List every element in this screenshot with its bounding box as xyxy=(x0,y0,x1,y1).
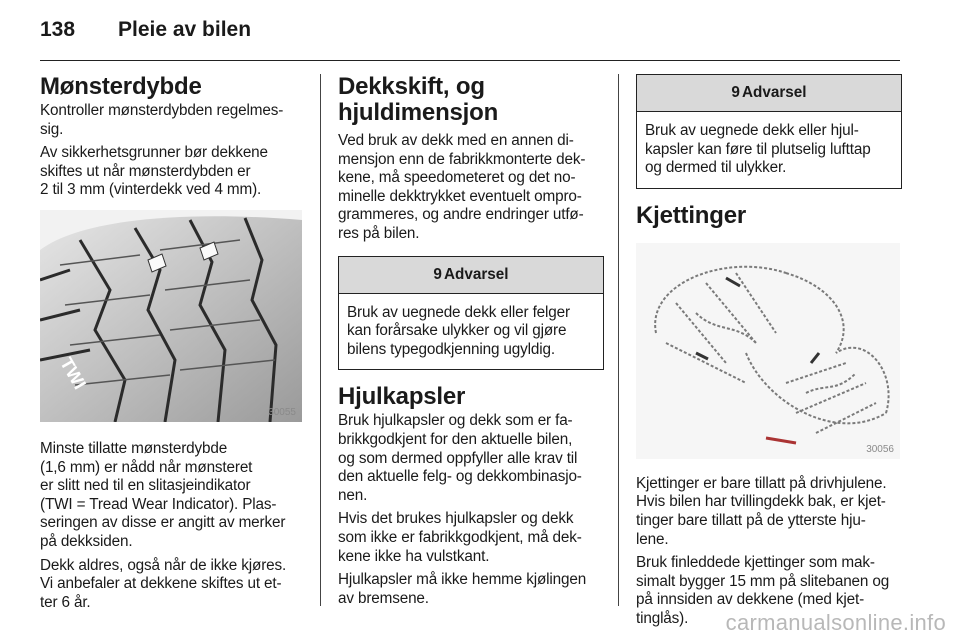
warning-title: Advarsel xyxy=(443,265,509,283)
section-heading-wheel-covers: Hjulkapsler xyxy=(338,383,466,411)
warning-icon: 9 xyxy=(731,84,740,101)
section-heading-tread-depth: Mønsterdybde xyxy=(40,73,202,100)
column-left xyxy=(40,74,305,617)
warning-title: Advarsel xyxy=(741,84,807,101)
paragraph: Ved bruk av dekk med en annen di- mensjon enn de fabrikkmonterte dek- kene, må speedometeret og det no- minelle dekktrykket eventuelt ompro- grammeres, og andre endringer utfø- res på bilen. xyxy=(338,132,586,242)
page-title: Pleie av bilen xyxy=(118,18,252,41)
paragraph: Hjulkapsler må ikke hemme kjølingen av bremsene. xyxy=(338,571,587,607)
warning-text: Bruk av uegnede dekk eller hjul- kapsler kan føre til plutselig lufttap og dermed til ulykker. xyxy=(645,122,871,177)
warning-header xyxy=(637,75,901,112)
tire-tread-image xyxy=(40,210,302,422)
page-number: 138 xyxy=(40,18,76,41)
paragraph: Bruk finleddede kjettinger som mak- simalt bygger 15 mm på slitebanen og på innsiden av dekkene (med kjet- tinglås). xyxy=(636,554,890,627)
warning-text: Bruk av uegnede dekk eller felger kan forårsake ulykker og vil gjøre bilens typegodkjenning ugyldig. xyxy=(347,303,570,358)
column-divider xyxy=(320,74,321,606)
paragraph: Dekk aldres, også når de ikke kjøres. Vi anbefaler at dekkene skiftes ut et- ter 6 år. xyxy=(40,556,287,611)
column-middle xyxy=(338,74,604,613)
section-heading-tire-change: Dekkskift, og hjuldimensjon xyxy=(338,73,499,126)
paragraph: Av sikkerhetsgrunner bør dekkene skiftes ut når mønsterdybden er 2 til 3 mm (vinterdekk ved 4 mm). xyxy=(40,144,268,199)
warning-body xyxy=(637,112,901,188)
paragraph: Kjettinger er bare tillatt på drivhjulene. Hvis bilen har tvillingdekk bak, er kjet- tinger bare tillatt på de ytterste hju- lene. xyxy=(636,474,887,548)
twi-label: TWI xyxy=(56,354,91,393)
paragraph: Bruk hjulkapsler og dekk som er fa- brikkgodkjent for den aktuelle bilen, og som dermed oppfyller alle krav til den aktuelle felg- og dekkombinasjo- nen. xyxy=(338,412,582,504)
watermark: carmanualsonline.info xyxy=(725,610,946,635)
warning-body xyxy=(339,294,603,370)
figure-number: 30056 xyxy=(866,443,894,455)
snow-chains-image xyxy=(636,243,900,459)
column-divider xyxy=(618,74,619,606)
warning-header xyxy=(339,257,603,294)
section-heading-snow-chains: Kjettinger xyxy=(636,201,747,229)
column-right xyxy=(636,74,902,634)
warning-box xyxy=(338,256,604,371)
warning-box xyxy=(636,74,902,189)
paragraph: Kontroller mønsterdybden regelmes- sig. xyxy=(40,102,284,138)
figure-number: 30055 xyxy=(268,406,296,418)
header-rule xyxy=(40,60,900,61)
page-header xyxy=(40,18,251,48)
paragraph: Hvis det brukes hjulkapsler og dekk som ikke er fabrikkgodkjent, må dek- kene ikke ha vulstkant. xyxy=(338,510,582,565)
warning-icon: 9 xyxy=(433,265,442,283)
paragraph: Minste tillatte mønsterdybde (1,6 mm) er nådd når mønsteret er slitt ned til en slitasjeindikator (TWI = Tread Wear Indicator). Plas- seringen av disse er angitt av merker på dekksiden. xyxy=(40,439,286,550)
